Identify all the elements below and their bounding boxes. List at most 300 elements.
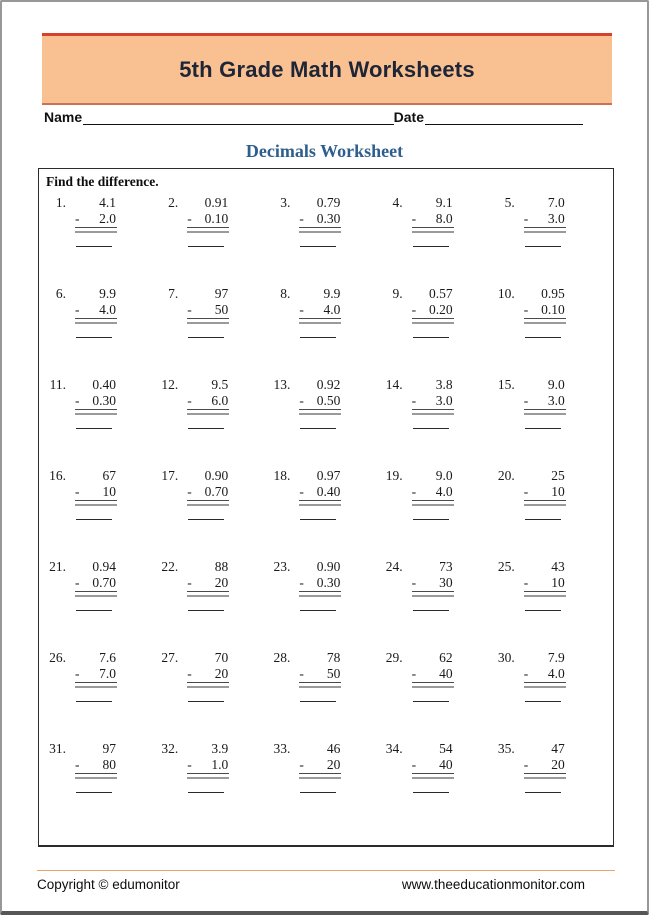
problem-work <box>412 468 454 558</box>
subtraction-bar <box>412 504 454 507</box>
subtrahend: 20 <box>214 575 229 590</box>
subtraction-bar <box>75 504 117 507</box>
minus-sign: - <box>411 393 417 408</box>
subtrahend: 0.40 <box>316 484 341 499</box>
answer-blank[interactable] <box>525 337 561 338</box>
problem-2 <box>156 194 268 285</box>
answer-blank[interactable] <box>300 337 336 338</box>
minus-sign: - <box>187 575 192 590</box>
subtrahend-row <box>299 211 341 228</box>
subtrahend: 10 <box>551 575 565 590</box>
minus-sign: - <box>523 484 529 499</box>
subtrahend-row <box>187 302 229 319</box>
answer-blank[interactable] <box>525 610 561 611</box>
answer-blank[interactable] <box>188 610 224 611</box>
problem-33 <box>268 740 380 831</box>
answer-blank[interactable] <box>76 610 112 611</box>
minuend: 7.6 <box>99 650 116 665</box>
answer-blank[interactable] <box>525 792 561 793</box>
problem-1 <box>44 194 156 285</box>
minuend: 43 <box>551 559 565 574</box>
answer-blank[interactable] <box>413 792 449 793</box>
problem-4 <box>381 194 493 285</box>
problem-number: 13. <box>273 377 291 392</box>
minus-sign: - <box>523 211 529 226</box>
page-title: 5th Grade Math Worksheets <box>179 56 475 82</box>
subtrahend: 80 <box>102 757 116 772</box>
minus-sign: - <box>299 757 304 772</box>
answer-blank[interactable] <box>76 246 112 247</box>
minus-sign: - <box>411 302 417 317</box>
subtrahend: 0.20 <box>428 302 453 317</box>
problem-work <box>412 195 454 285</box>
subtraction-bar <box>412 413 454 416</box>
subtrahend: 2.0 <box>99 211 116 226</box>
header-banner <box>42 33 612 105</box>
minus-sign: - <box>411 211 417 226</box>
subtraction-bar <box>299 777 341 780</box>
minus-sign: - <box>299 211 304 226</box>
subtrahend-row <box>187 484 229 501</box>
minuend: 0.90 <box>204 468 229 483</box>
problem-number: 28. <box>273 650 291 665</box>
problem-number: 6. <box>55 286 66 301</box>
minus-sign: - <box>75 575 80 590</box>
answer-blank[interactable] <box>525 519 561 520</box>
subtrahend-row <box>412 575 454 592</box>
subtrahend-row <box>299 575 341 592</box>
problem-work <box>75 468 117 558</box>
answer-blank[interactable] <box>188 519 224 520</box>
answer-blank[interactable] <box>300 610 336 611</box>
problem-number: 22. <box>161 559 179 574</box>
subtraction-bar <box>187 595 229 598</box>
minus-sign: - <box>187 666 192 681</box>
answer-blank[interactable] <box>413 519 449 520</box>
subtrahend: 0.30 <box>316 575 341 590</box>
minus-sign: - <box>523 575 529 590</box>
answer-blank[interactable] <box>76 337 112 338</box>
footer <box>37 877 615 892</box>
problem-work <box>299 286 341 376</box>
website-text[interactable]: www.theeducationmonitor.com <box>401 877 585 892</box>
problem-11 <box>44 376 156 467</box>
subtrahend-row <box>299 393 341 410</box>
problem-14 <box>381 376 493 467</box>
subtrahend: 30 <box>439 575 453 590</box>
subtrahend-row <box>75 666 117 683</box>
problem-13 <box>268 376 380 467</box>
problem-work <box>75 650 117 740</box>
problem-work <box>187 377 229 467</box>
subtraction-bar <box>412 231 454 234</box>
problem-19 <box>381 467 493 558</box>
date-label: Date <box>393 109 424 125</box>
minus-sign: - <box>75 302 80 317</box>
answer-blank[interactable] <box>300 701 336 702</box>
worksheet-title: Decimals Worksheet <box>245 141 404 161</box>
instruction-text: Find the difference. <box>46 174 159 189</box>
answer-blank[interactable] <box>76 701 112 702</box>
subtraction-bar <box>299 595 341 598</box>
subtrahend: 0.30 <box>316 211 341 226</box>
problem-work <box>187 741 229 831</box>
problem-work <box>187 468 229 558</box>
minuend: 7.9 <box>547 650 565 665</box>
subtraction-bar <box>187 413 229 416</box>
problem-work <box>187 559 229 649</box>
problem-number: 1. <box>55 195 66 210</box>
subtraction-bar <box>524 231 566 234</box>
minus-sign: - <box>299 302 304 317</box>
subtrahend: 40 <box>439 757 453 772</box>
subtraction-bar <box>524 777 566 780</box>
subtraction-bar <box>524 322 566 325</box>
minuend: 46 <box>326 741 341 756</box>
subtraction-bar <box>187 231 229 234</box>
problem-number: 8. <box>280 286 291 301</box>
minuend: 3.8 <box>435 377 453 392</box>
problem-work <box>299 650 341 740</box>
problem-number: 26. <box>49 650 66 665</box>
answer-blank[interactable] <box>300 246 336 247</box>
minuend: 3.9 <box>211 741 229 756</box>
problem-number: 7. <box>168 286 179 301</box>
problem-number: 18. <box>273 468 291 483</box>
minuend: 0.94 <box>92 559 116 574</box>
problem-work <box>187 650 229 740</box>
minus-sign: - <box>411 484 417 499</box>
subtrahend: 40 <box>439 666 453 681</box>
subtrahend-row <box>412 666 454 683</box>
subtrahend: 0.10 <box>541 302 565 317</box>
answer-blank[interactable] <box>300 428 336 429</box>
answer-blank[interactable] <box>525 246 561 247</box>
copyright-text: Copyright © edumonitor <box>37 877 180 892</box>
problem-number: 10. <box>497 286 515 301</box>
subtrahend: 6.0 <box>211 393 229 408</box>
minuend: 0.57 <box>428 286 453 301</box>
problem-31 <box>44 740 156 831</box>
problem-number: 35. <box>497 741 515 756</box>
problem-24 <box>381 558 493 649</box>
answer-blank[interactable] <box>300 519 336 520</box>
minus-sign: - <box>187 302 192 317</box>
answer-blank[interactable] <box>525 701 561 702</box>
minus-sign: - <box>523 302 529 317</box>
minus-sign: - <box>187 393 192 408</box>
minuend: 0.40 <box>92 377 116 392</box>
subtrahend: 3.0 <box>547 393 565 408</box>
answer-blank[interactable] <box>413 701 449 702</box>
subtrahend-row <box>299 484 341 501</box>
subtrahend-row <box>412 302 454 319</box>
problem-22 <box>156 558 268 649</box>
answer-blank[interactable] <box>188 701 224 702</box>
subtrahend: 20 <box>326 757 341 772</box>
minus-sign: - <box>299 666 304 681</box>
subtrahend-row <box>75 302 117 319</box>
minus-sign: - <box>75 393 80 408</box>
problem-work <box>187 195 229 285</box>
subtrahend-row <box>187 666 229 683</box>
minus-sign: - <box>299 575 304 590</box>
problem-10 <box>493 285 605 376</box>
problem-work <box>524 741 566 831</box>
problems-grid <box>39 190 613 831</box>
minuend: 97 <box>214 286 229 301</box>
problem-number: 33. <box>273 741 291 756</box>
problem-34 <box>381 740 493 831</box>
subtrahend: 3.0 <box>547 211 565 226</box>
problem-number: 15. <box>497 377 515 392</box>
minuend: 9.0 <box>547 377 565 392</box>
subtraction-bar <box>75 322 117 325</box>
answer-blank[interactable] <box>188 337 224 338</box>
problem-work <box>524 468 566 558</box>
subtraction-bar <box>299 686 341 689</box>
minus-sign: - <box>411 575 417 590</box>
problem-30 <box>493 649 605 740</box>
problem-work <box>412 650 454 740</box>
subtrahend-row <box>75 757 117 774</box>
problem-work <box>75 741 117 831</box>
problem-work <box>299 377 341 467</box>
minuend: 67 <box>102 468 116 483</box>
minus-sign: - <box>523 666 529 681</box>
problem-35 <box>493 740 605 831</box>
subtrahend: 20 <box>551 757 565 772</box>
subtrahend-row <box>187 393 229 410</box>
minus-sign: - <box>75 666 80 681</box>
footer-divider <box>37 870 615 871</box>
name-blank-line[interactable] <box>83 109 394 125</box>
problem-25 <box>493 558 605 649</box>
subtrahend: 0.70 <box>92 575 116 590</box>
problem-number: 17. <box>161 468 179 483</box>
answer-blank[interactable] <box>76 428 112 429</box>
minuend: 9.0 <box>435 468 453 483</box>
problem-7 <box>156 285 268 376</box>
minus-sign: - <box>187 757 192 772</box>
problem-number: 9. <box>392 286 403 301</box>
subtraction-bar <box>75 686 117 689</box>
problem-3 <box>268 194 380 285</box>
problem-work <box>524 195 566 285</box>
subtraction-bar <box>187 504 229 507</box>
answer-blank[interactable] <box>188 792 224 793</box>
subtrahend-row <box>412 757 454 774</box>
subtraction-bar <box>412 686 454 689</box>
problem-number: 16. <box>49 468 66 483</box>
problem-18 <box>268 467 380 558</box>
problem-work <box>299 559 341 649</box>
problem-number: 5. <box>504 195 515 210</box>
name-label: Name <box>44 109 83 125</box>
subtraction-bar <box>75 777 117 780</box>
subtrahend-row <box>187 575 229 592</box>
problem-29 <box>381 649 493 740</box>
problems-box <box>38 168 614 847</box>
minus-sign: - <box>411 666 417 681</box>
subtraction-bar <box>299 231 341 234</box>
minuend: 54 <box>439 741 453 756</box>
minus-sign: - <box>75 211 80 226</box>
subtraction-bar <box>412 777 454 780</box>
subtrahend: 1.0 <box>211 757 229 772</box>
subtraction-bar <box>524 413 566 416</box>
subtraction-bar <box>75 231 117 234</box>
minuend: 9.9 <box>323 286 341 301</box>
problem-work <box>299 741 341 831</box>
minuend: 97 <box>102 741 116 756</box>
answer-blank[interactable] <box>413 246 449 247</box>
problem-21 <box>44 558 156 649</box>
answer-blank[interactable] <box>413 610 449 611</box>
minuend: 0.91 <box>204 195 229 210</box>
problem-6 <box>44 285 156 376</box>
subtraction-bar <box>524 504 566 507</box>
minuend: 25 <box>551 468 565 483</box>
answer-blank[interactable] <box>76 792 112 793</box>
minuend: 0.92 <box>316 377 341 392</box>
problem-16 <box>44 467 156 558</box>
minuend: 73 <box>439 559 453 574</box>
answer-blank[interactable] <box>300 792 336 793</box>
problem-number: 21. <box>49 559 66 574</box>
problem-number: 25. <box>497 559 515 574</box>
subtrahend: 10 <box>102 484 116 499</box>
minus-sign: - <box>75 757 80 772</box>
problem-number: 31. <box>49 741 66 756</box>
subtrahend-row <box>524 211 566 228</box>
problem-number: 29. <box>385 650 403 665</box>
problem-number: 3. <box>280 195 291 210</box>
minuend: 88 <box>214 559 229 574</box>
problem-17 <box>156 467 268 558</box>
problem-work <box>412 377 454 467</box>
answer-blank[interactable] <box>188 246 224 247</box>
subtrahend: 4.0 <box>547 666 565 681</box>
minuend: 0.79 <box>316 195 341 210</box>
subtraction-bar <box>299 322 341 325</box>
problem-work <box>524 559 566 649</box>
subtrahend-row <box>524 302 566 319</box>
subtrahend-row <box>299 666 341 683</box>
minuend: 0.97 <box>316 468 341 483</box>
problem-number: 23. <box>273 559 291 574</box>
problem-28 <box>268 649 380 740</box>
subtrahend-row <box>187 757 229 774</box>
problem-number: 32. <box>161 741 179 756</box>
minuend: 70 <box>214 650 229 665</box>
minuend: 4.1 <box>99 195 116 210</box>
minuend: 0.90 <box>316 559 341 574</box>
date-blank-line[interactable] <box>425 109 583 125</box>
subtrahend: 3.0 <box>435 393 453 408</box>
answer-blank[interactable] <box>76 519 112 520</box>
minuend: 78 <box>326 650 341 665</box>
problem-work <box>75 286 117 376</box>
subtrahend-row <box>75 575 117 592</box>
subtraction-bar <box>299 504 341 507</box>
subtrahend-row <box>524 575 566 592</box>
problem-work <box>187 286 229 376</box>
answer-blank[interactable] <box>413 428 449 429</box>
problem-23 <box>268 558 380 649</box>
subtrahend-row <box>75 484 117 501</box>
problem-work <box>75 559 117 649</box>
problem-26 <box>44 649 156 740</box>
subtrahend-row <box>412 484 454 501</box>
problem-number: 12. <box>161 377 179 392</box>
subtraction-bar <box>524 595 566 598</box>
minus-sign: - <box>411 757 417 772</box>
subtrahend-row <box>524 484 566 501</box>
minuend: 62 <box>439 650 453 665</box>
subtrahend: 8.0 <box>435 211 453 226</box>
subtraction-bar <box>412 322 454 325</box>
problem-work <box>412 286 454 376</box>
problem-work <box>412 559 454 649</box>
name-date-row <box>44 109 583 125</box>
minuend: 9.5 <box>211 377 229 392</box>
answer-blank[interactable] <box>413 337 449 338</box>
problem-work <box>524 286 566 376</box>
subtraction-bar <box>187 322 229 325</box>
minus-sign: - <box>523 393 529 408</box>
minus-sign: - <box>299 393 304 408</box>
subtrahend: 50 <box>326 666 341 681</box>
answer-blank[interactable] <box>188 428 224 429</box>
problem-number: 34. <box>385 741 403 756</box>
problem-number: 14. <box>385 377 403 392</box>
minuend: 7.0 <box>547 195 565 210</box>
subtrahend: 0.70 <box>204 484 229 499</box>
problem-20 <box>493 467 605 558</box>
problem-8 <box>268 285 380 376</box>
minus-sign: - <box>299 484 304 499</box>
subtrahend-row <box>412 393 454 410</box>
subtraction-bar <box>412 595 454 598</box>
problem-number: 20. <box>497 468 515 483</box>
subtrahend-row <box>524 666 566 683</box>
problem-9 <box>381 285 493 376</box>
problem-15 <box>493 376 605 467</box>
subtraction-bar <box>524 686 566 689</box>
problem-work <box>524 650 566 740</box>
subtraction-bar <box>75 595 117 598</box>
subtrahend: 4.0 <box>99 302 116 317</box>
subtrahend: 50 <box>214 302 229 317</box>
minus-sign: - <box>523 757 529 772</box>
subtraction-bar <box>187 777 229 780</box>
problem-work <box>524 377 566 467</box>
subtraction-bar <box>187 686 229 689</box>
subtrahend-row <box>75 211 117 228</box>
subtrahend: 7.0 <box>99 666 116 681</box>
answer-blank[interactable] <box>525 428 561 429</box>
subtrahend-row <box>524 757 566 774</box>
minuend: 0.95 <box>541 286 565 301</box>
subtrahend-row <box>299 302 341 319</box>
problem-number: 30. <box>497 650 515 665</box>
minus-sign: - <box>75 484 80 499</box>
subtraction-bar <box>75 413 117 416</box>
subtrahend: 10 <box>551 484 565 499</box>
subtrahend: 0.50 <box>316 393 341 408</box>
minuend: 47 <box>551 741 565 756</box>
